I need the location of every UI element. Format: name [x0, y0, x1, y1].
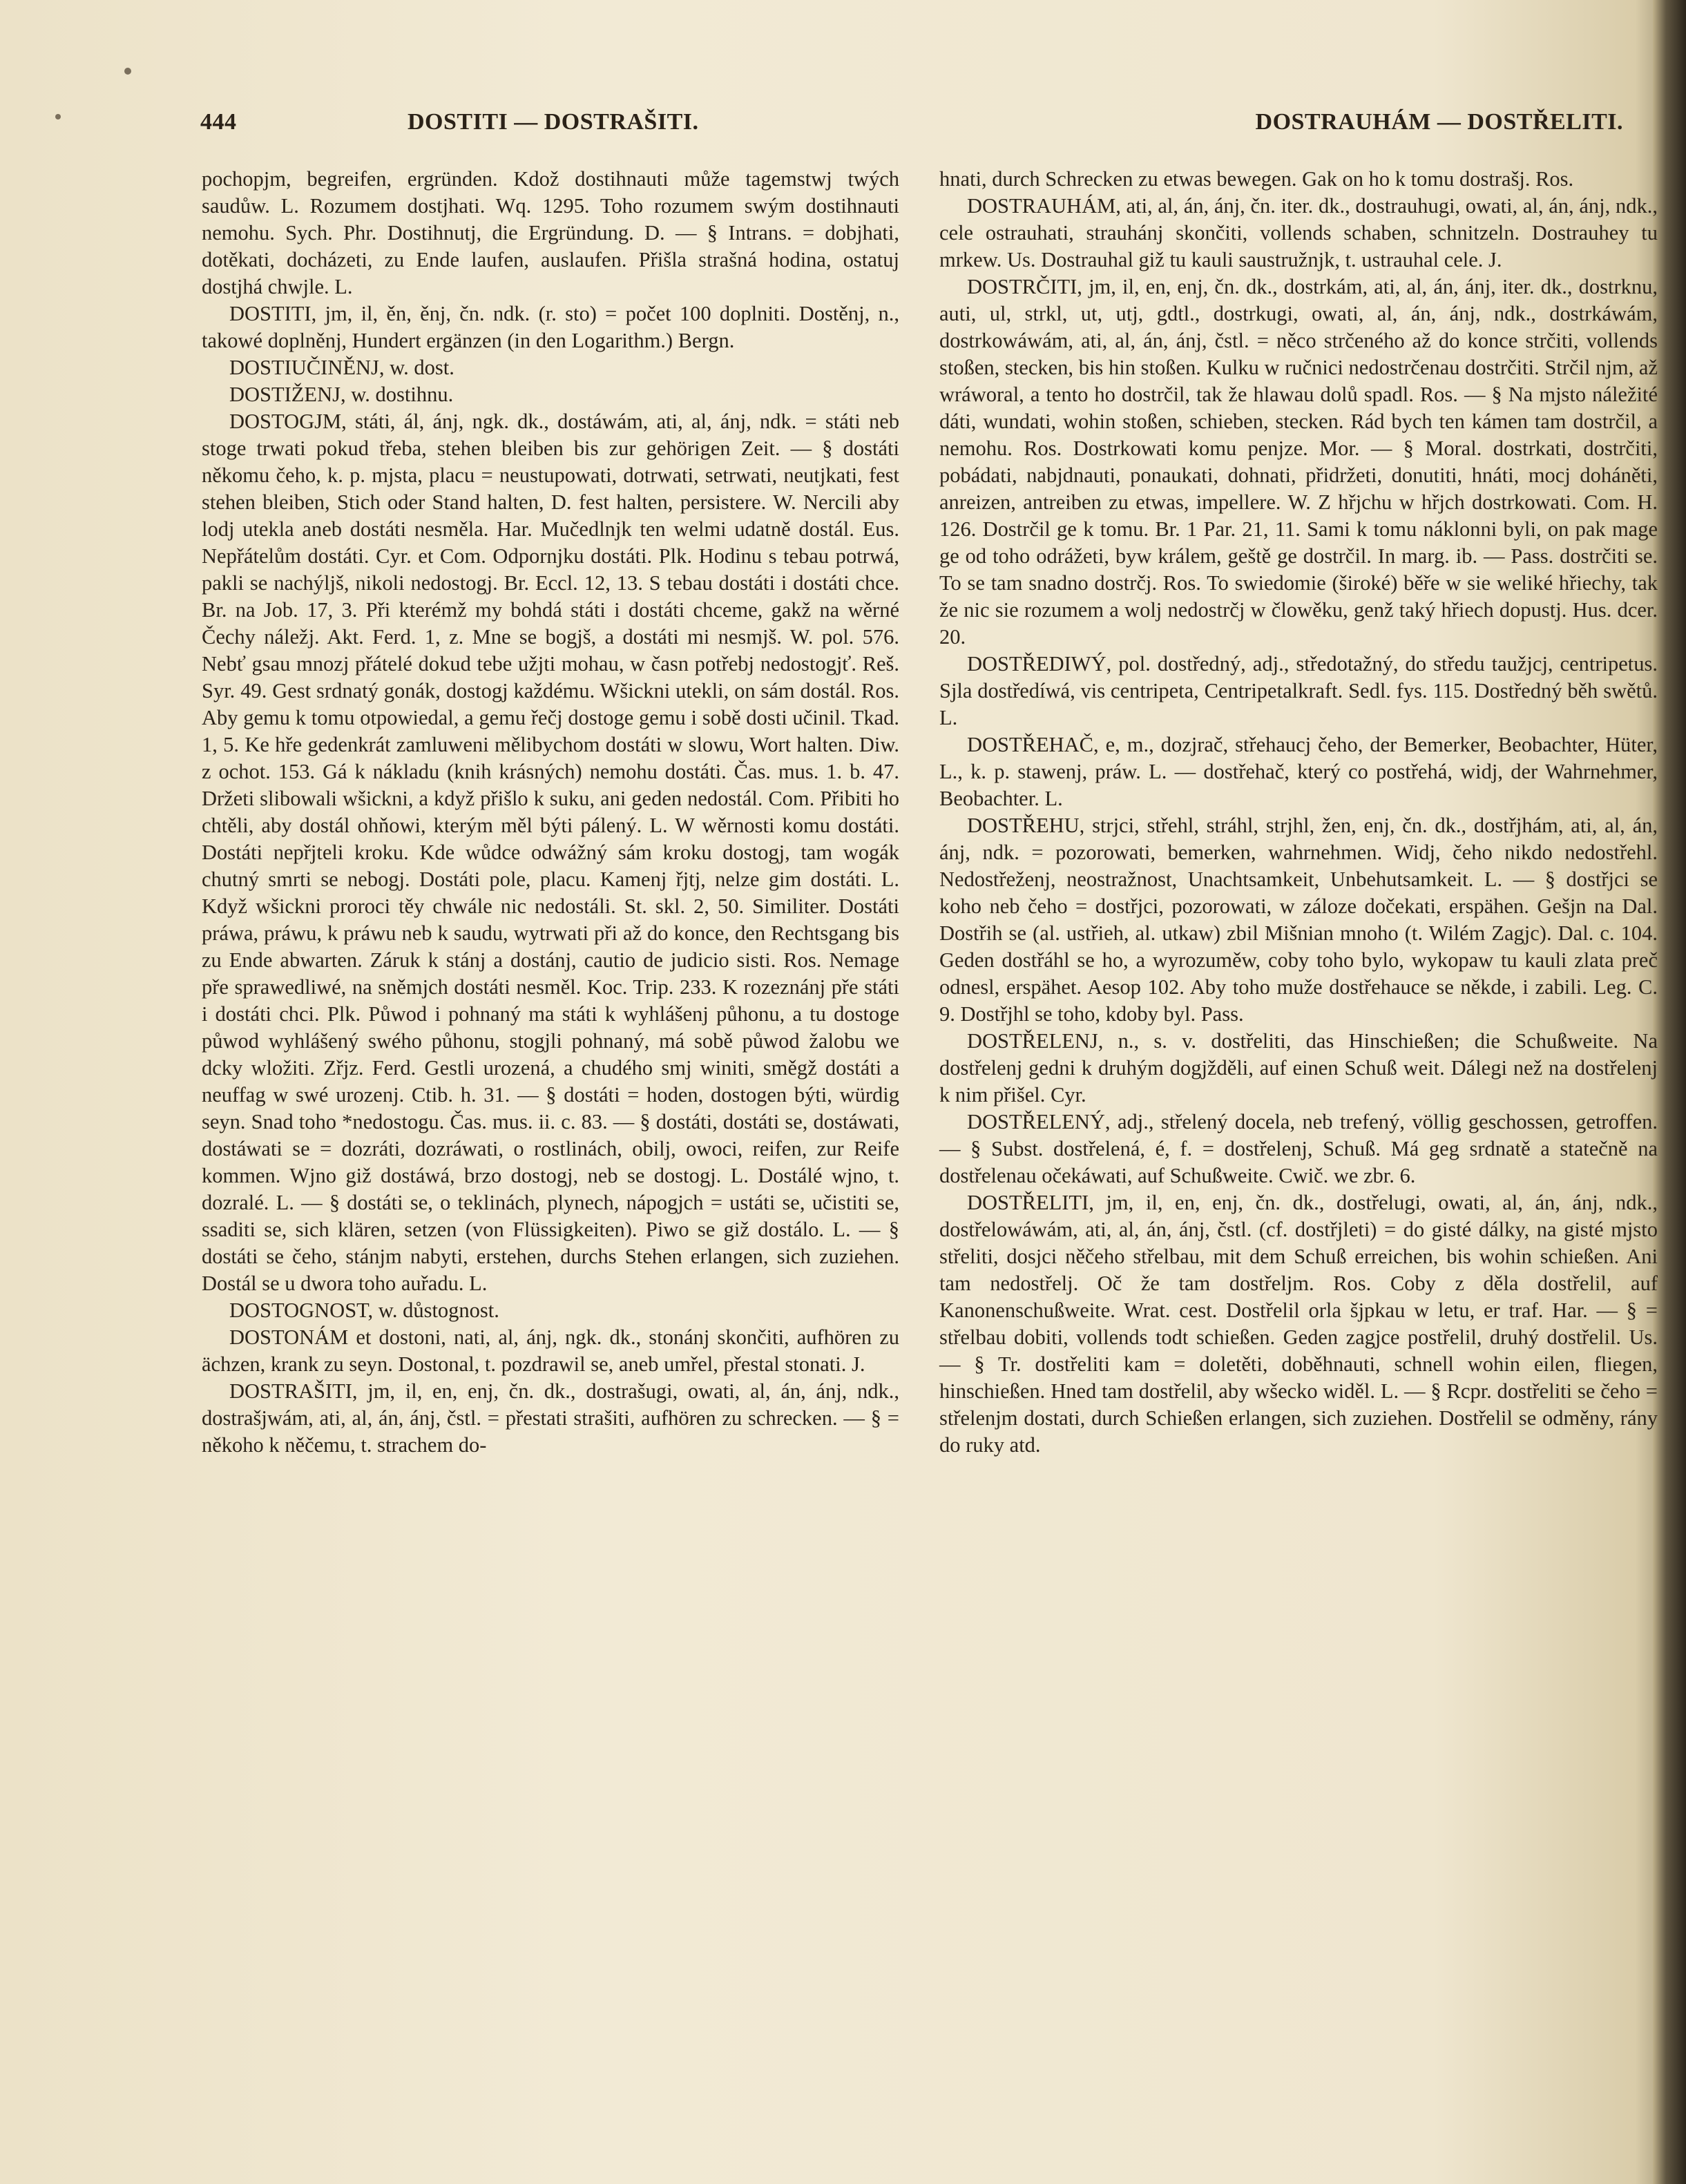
dictionary-entry: DOSTŘELITI, jm, il, en, enj, čn. dk., dostřelugi, owati, al, án, ánj, ndk., dostřelowáwám, ati, al, án, ánj, čstl. (cf. dostřjleti) = do gisté dálky, na gisté mjsto střeliti, dosjci něčeho střelbau, mit dem Schuß erreichen, bis wohin schießen. Ani tam nedostřelj. Oč že tam dostřeljm. Ros. Coby z děla dostřelil, auf Kanonenschußweite. Wrat. cest. Dostřelil orla šjpkau w letu, er traf. Har. — § = střelbau dobiti, vollends todt schießen. Geden zagjce postřelil, druhý dostřelil. Us. — § Tr. dostřeliti kam = doletěti, doběhnauti, schnell wohin eilen, fliegen, hinschießen. Hned tam dostřelil, aby wšecko widěl. L. — § Rcpr. dostřeliti se čeho = střelenjm dostati, durch Schießen erlangen, sich zuziehen. Dostřelil se odměny, rány do ruky atd.	[939, 1191, 1658, 1457]
entry-continuation: hnati, durch Schrecken zu etwas bewegen. Gak on ho k tomu dostrašj. Ros.	[939, 167, 1574, 191]
dictionary-entry: DOSTŘEDIWÝ, pol. dostředný, adj., středotažný, do středu taužjcj, centripetus. Sjla dostředíwá, vis centripeta, Centripetalkraft. Sedl. fys. 115. Dostředný běh swětů. L.	[939, 652, 1658, 729]
dictionary-entry: DOSTOGNOST, w. důstognost.	[229, 1299, 499, 1322]
page-binding-edge	[1653, 0, 1686, 2184]
header-left-guideword: DOSTITI — DOSTRAŠITI.	[408, 109, 699, 135]
dictionary-entry: DOSTŘEHU, strjci, střehl, stráhl, strjhl, žen, enj, čn. dk., dostřjhám, ati, al, án, ánj, ndk. = pozorowati, bemerken, wahrnehmen. Widj, čeho nikdo nedostřehl. Nedostřeženj, neostražnost, Unachtsamkeit, Unbehutsamkeit. L. — § dostřjci se koho neb čeho = dostřjci, pozorowati, w záloze dočekati, erspähen. Gešjn na Dal. Dostřih se (al. ustřieh, al. utkaw) zbil Mišnian mnoho (t. Wilém Zagjc). Dal. c. 104. Geden dostřáhl se ho, a wyrozuměw, coby toho bylo, wykopaw tu kauli zlata preč odnesl, erspähet. Aesop 102. Aby toho muže dostřehauce se někde, i zabili. Leg. C. 9. Dostřjhl se toho, kdoby byl. Pass.	[939, 814, 1658, 1026]
dictionary-entry: DOSTŘEHAČ, e, m., dozjrač, střehaucj čeho, der Bemerker, Beobachter, Hüter, L., k. p. stawenj, práw. L. — dostřehač, který co postřehá, widj, der Wahrnehmer, Beobachter. L.	[939, 733, 1658, 810]
dictionary-entry: DOSTOGJM, státi, ál, ánj, ngk. dk., dostáwám, ati, al, ánj, ndk. = státi neb stoge trwati pokud třeba, stehen bleiben bis zur gehörigen Zeit. — § dostáti někomu čeho, k. p. mjsta, placu = neustupowati, dotrwati, setrwati, neutjkati, fest stehen bleiben, Stich oder Stand halten, D. fest halten, persistere. W. Nercili aby lodj utekla aneb dostáti nesměla. Har. Mučedlnjk ten welmi udatně dostál. Eus. Nepřátelům dostáti. Cyr. et Com. Odpornjku dostáti. Plk. Hodinu s tebau potrwá, pakli se nachýljš, nikoli nedostogj. Br. Eccl. 12, 13. S tebau dostáti i dostáti chce. Br. na Job. 17, 3. Při kterémž my bohdá státi i dostáti chceme, gakž na wěrné Čechy náležj. Akt. Ferd. 1, z. Mne se bogjš, a dostáti mi nesmjš. W. pol. 576. Nebť gsau mnozj přátelé dokud tebe užjti mohau, w časn potřebj nedostogjť. Reš. Syr. 49. Gest srdnatý gonák, dostogj každému. Wšickni utekli, on sám dostál. Ros. Aby gemu k tomu otpowiedal, a gemu řečj dostoge gemu i sobě dosti učinil. Tkad. 1, 5. Ke hře gedenkrát zamluweni mělibychom dostáti w slowu, Wort halten. Diw. z ochot. 153. Gá k nákladu (knih krásných) nemohu dostáti. Čas. mus. 1. b. 47. Držeti slibowali wšickni, a když přišlo k suku, ani geden nedostál. Com. Přibiti ho chtěli, aby dostál ohňowi, kterým měl býti pálený. L. W wěrnosti komu dostáti. Dostáti nepřjteli kroku. Kde wůdce odwážný sám kroku dostogj, tam wogák chutný smrti se nebogj. Dostáti pole, placu. Kamenj řjtj, nelze gim dostáti. L. Když wšickni proroci těy chwále nic nedostáli. St. skl. 2, 50. Similiter. Dostáti práwa, práwu, k práwu neb k saudu, wytrwati při až do konce, den Rechtsgang bis zu Ende abwarten. Záruk k stánj a dostánj, cautio de judicio sisti. Ros. Nemage pře sprawedliwé, na sněmjch dostáti nesměl. Koc. Trip. 233. K rozeznánj pře státi i dostáti chci. Plk. Půwod i pohnaný ma státi k wyhlášenj půhonu, a tu dostoge půwod wyhlášený swého půhonu, stogjli pohnaný, má sobě půwod žalobu we dcky wložiti. Zřjz. Ferd. Gestli urozená, a chudého smj winiti, směgž dostáti a neuffag w swé urozenj. Ctib. h. 31. — § dostáti = hoden, dostogen býti, würdig seyn. Snad toho *nedostogu. Čas. mus. ii. c. 83. — § dostáti, dostáti se, dostáwati, dostáwati se = dozráti, dozráwati, o rostlinách, obilj, owoci, reifen, zur Reife kommen. Wjno giž dostáwá, brzo dostogj, neb se dostogj. L. Dostálé wjno, t. dozralé. L. — § dostáti se, o teklinách, plynech, nápogjch = ustáti se, učistiti se, ssaditi se, sich klären, setzen (von Flüssigkeiten). Piwo se giž dostálo. L. — § dostáti se čeho, stánjm nabyti, erstehen, durchs Stehen erlangen, sich zuziehen. Dostál se u dwora toho auřadu. L.	[202, 410, 899, 1295]
running-header	[200, 109, 1637, 151]
paper-speck	[124, 68, 131, 75]
dictionary-entry: DOSTONÁM et dostoni, nati, al, ánj, ngk. dk., stonánj skončiti, aufhören zu ächzen, krank zu seyn. Dostonal, t. pozdrawil se, aneb umřel, přestal stonati. J.	[202, 1325, 899, 1376]
page-number: 444	[200, 109, 237, 135]
dictionary-entry: DOSTITI, jm, il, ěn, ěnj, čn. ndk. (r. sto) = počet 100 doplniti. Dostěnj, n., takowé doplněnj, Hundert ergänzen (in den Logarithm.) Bergn.	[202, 302, 899, 352]
header-right-guideword: DOSTRAUHÁM — DOSTŘELITI.	[1255, 109, 1623, 135]
dictionary-entry: DOSTIUČINĚNJ, w. dost.	[229, 356, 454, 379]
right-column	[939, 166, 1658, 1459]
left-column	[202, 166, 899, 1459]
dictionary-entry: DOSTIŽENJ, w. dostihnu.	[229, 383, 454, 406]
entry-continuation: pochopjm, begreifen, ergründen. Kdož dostihnauti může tagemstwj twých saudůw. L. Rozumem dostjhati. Wq. 1295. Toho rozumem swým dostihnauti nemohu. Sych. Phr. Dostihnutj, die Ergründung. D. — § Intrans. = dobjhati, dotěkati, docházeti, zu Ende laufen, auslaufen. Přišla strašná hodina, ostatuj dostjhá chwjle. L.	[202, 167, 899, 298]
dictionary-entry: DOSTRAUHÁM, ati, al, án, ánj, čn. iter. dk., dostrauhugi, owati, al, án, ánj, ndk., cele ostrauhati, strauhánj skončiti, vollends schaben, schnitzeln. Dostrauhey tu mrkew. Us. Dostrauhal giž tu kauli saustružnjk, t. ustrauhal cele. J.	[939, 194, 1658, 271]
dictionary-entry: DOSTŘELENÝ, adj., střelený docela, neb trefený, völlig geschossen, getroffen. — § Subst. dostřelená, é, f. = dostřelenj, Schuß. Má geg srdnatě a statečně na dostřelenau očekáwati, auf Schußweite. Cwič. we zbr. 6.	[939, 1110, 1658, 1187]
dictionary-entry: DOSTRČITI, jm, il, en, enj, čn. dk., dostrkám, ati, al, án, ánj, iter. dk., dostrknu, auti, ul, strkl, ut, utj, gdtl., dostrkugi, owati, al, án, ánj, ndk., dostrkáwám, dostrkowáwám, ati, al, án, ánj, čstl. = něco strčeného až do konce strčiti, vollends stoßen, stecken, bis hin stoßen. Kulku w ručnici nedostrčenau dostrčiti. Strčil njm, až wráworal, a tento ho dostrčil, tak že hlawau dolů spadl. Ros. — § Na mjsto náležité dáti, wundati, wohin stoßen, schieben, stecken. Rád bych ten kámen tam dostrčil, a nemohu. Ros. Dostrkowati komu penjze. Mor. — § Moral. dostrkati, dostrčiti, pobádati, nabjdnauti, ponaukati, dohnati, přidržeti, donutiti, hnáti, mocj doháněti, anreizen, antreiben zu etwas, impellere. W. Z hřjchu w hřjch dostrkowati. Com. H. 126. Dostrčil ge k tomu. Br. 1 Par. 21, 11. Sami k tomu náklonni byli, on pak mage ge od toho odrážeti, byw králem, geště ge dostrčil. In marg. ib. — Pass. dostrčiti se. To se tam snadno dostrčj. Ros. To swiedomie (široké) běře w sie weliké hřiechy, tak že nic sie rozumem a wolj nedostrčj w člowěku, genž taký hřiech dopustj. Hus. dcer. 20.	[939, 275, 1658, 649]
paper-speck	[55, 114, 61, 119]
dictionary-entry: DOSTŘELENJ, n., s. v. dostřeliti, das Hinschießen; die Schußweite. Na dostřelenj gedni k druhým dogjžděli, auf einen Schuß weit. Dálegi než na dostřelenj k nim přišel. Cyr.	[939, 1029, 1658, 1107]
dictionary-entry: DOSTRAŠITI, jm, il, en, enj, čn. dk., dostrašugi, owati, al, án, ánj, ndk., dostrašjwám, ati, al, án, ánj, čstl. = přestati strašiti, aufhören zu schrecken. — § = někoho k něčemu, t. strachem do-	[202, 1379, 899, 1457]
